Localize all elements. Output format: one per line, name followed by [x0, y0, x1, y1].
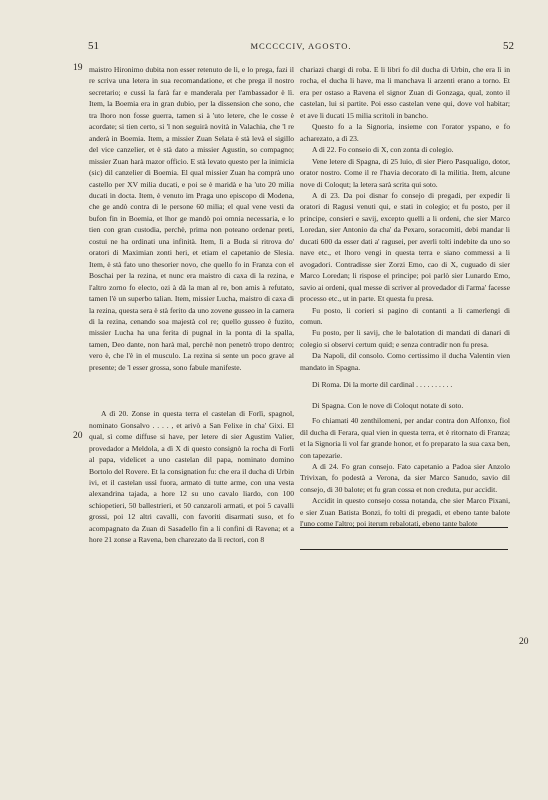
- paragraph: chariazi chargi di roba. E li libri fo dil ducha di Urbin, che era lì in rocha, el ducha li have, ma li manchava li arzenti erano a torno. Et era per ostaso a Ravena el signor Zuan di Gonzaga, qual, zonto il castelan, lui si partite. Poi esso castelan vene qui, dove vol habitar; et ave li ducati 15 milia scritoli in bancho.: [300, 65, 510, 120]
- paragraph: Fo chiamati 40 zenthilomeni, per andar contra don Alfonxo, fiol dil ducha di Ferara, qual vien in questa terra, et è ritornato di Franza; et la Signoria li vol far grande honor, et fo preparato la sua caxa ben, con tapezarie.: [300, 416, 510, 460]
- page-number-left: 51: [88, 40, 99, 52]
- running-header: [88, 40, 514, 56]
- paragraph: A dì 24. Fo gran consejo. Fato capetanio a Padoa sier Anzolo Trivixan, fo podestà a Verona, da sier Marco Sanudo, savio dil consejo, di 30 balote; et fu gran cossa et non creduta, pur accidit.: [300, 461, 510, 494]
- running-title: MCCCCCIV, AGOSTO.: [250, 41, 352, 51]
- paragraph: A dì 20. Zonse in questa terra el castelan di Forlì, spagnol, nominato Gonsalvo . . . . , et arivò a San Felixe in cha' Gixi. El qual, sì come diffuse si have, per letere di sier Agustim Valier, provedador a Meldola, a dì X di questo consignò la rocha di Forlì al papa, videlicet a uno castelan dil papa, nominato domino Bortolo del Rovere. Et la consignation fu: che era il ducha di Urbin ivi, et il castelan ussì fuora, armato di tutte arme, con una vesta alexandrina tajada, a hore 12 su uno cavalo liardo, con 100 schiopetieri, 50 ballestrieri, et 50 canzaroli armati, et poi 5 cavalli grossi, poi 12 altri cavalli, con favoriti disarmati suso, et fo acompagnato da Zuan di Sasadello fin a li confini di Ravena; et a hore 21 zonse a Ravena, ben charezato da li rectori, con 8: [89, 409, 294, 545]
- paragraph: maistro Hironimo dubita non esser retenuto de li, e lo prega, fazi il re scriva una letera in sua recomandatione, et che prega il nostro secretario; e cussì la farà far e manderala per l'ambassador è lì. Item, la Boemia era in gran dubio, per la dissension che sono, che tra lhoro non fosse guerra, tamen si à 'uto letere, che le cosse è acordate; si tien certo, si 'l non seguirà novità in Valachia, che 'l re anderà in Boemia. Item, a missier Zuan Selata è stà levà el sigillo del vice canzelier, et è stà dato a missier Agustin, so compagno; missier Zuan harà mazor officio. E stà levato questo per la inimicia (sic) dil canzelier di Boemia. El qual missier Zuan ha comprà uno castello per XV milia ducati, e poi se è maridà e ha 'uto 20 milia ducati in docta. Item, è venuto im Praga uno episcopo di Modena, che ge andò contra di le persone 60 milia; el qual vene vesti da bufon fin in Boemia, et lhor ge mandò poi omnia necessaria, e lo tien con gran custodia, perchè, prima non poteano ordenar preti, costui ne ha ordinati una infinità. Item, lì a Buda si ritrova do' oratori di Maximian zonti heri, et etiam el capetanio de Slesia. Item, è stà fato uno thesorier novo, che quello fo in Franza con el Boschai per la rezina, et nunc era maistro di caxa di la rezina, e l'altro zorno fo electo, ozi à dà la man al re, bon amis à refutato, tamen l'è un superbo talian. Item, missier Lucha, maistro di caxa di la rezina, questa sera è stà ferito da uno zovene gusseo in la camera di la rezina, cenando soa majestà col re; quello gusseo è fuzito, missier Lucha ha una ferita di pugnal in la ponta di la spalla, tamen, Deo dante, non harà mal, perchè non penetrò tropo dentro; vero è, che l'è in el musculo. La rezina si sente un poco grave al presente; de 'l esser grossa, sono fabule manifeste.: [89, 65, 294, 372]
- right-column: [300, 64, 510, 530]
- paragraph: Accidit in questo consejo cossa notanda, che sier Marco Pixani, e sier Zuan Batista Bonzi, fo tolti di pregadi, et ebeno tante balote l'uno come l'altro; poi iterum rebalotati, ebeno tante balote: [300, 496, 510, 529]
- paragraph: A dì 22. Fo conseio di X, con zonta di colegio.: [312, 145, 454, 155]
- margin-number-left-1: 19: [73, 63, 83, 73]
- paragraph: Di Spagna. Con le nove di Coloqut notate di soto.: [312, 400, 464, 410]
- separator-rule: [300, 549, 508, 550]
- paragraph: Fu posto, per li savij, che le balotation di mandati di danari di colegio si observi certum quid; e senza contradir non fu presa.: [300, 328, 510, 349]
- paragraph: A dì 23. Da poi disnar fo consejo di pregadi, per expedir li oratori di Ragusi venuti qui, e stati in colegio; et fu posto, per il principe, consieri e savij, excepto quelli a li ordeni, che sier Marco Loredan, sier Antonio da cha' da Pexaro, soracomiti, debi mandar li ducati 600 da esser dati a' ragusei, per averli tolti indebite da uno so nave etc., et lhoro vengi in questa terra e siano commessi a li avogadori. Contradisse sier Zorzi Emo, cao di X, cuguado di sier Marco Loredan; li rispose el principe; poi parlò sier Lunardo Emo, savio ai ordeni, qual messe di scriver al provedador di l'arma' facesse processo etc., ut in parte. Et questa fu presa.: [300, 190, 510, 304]
- left-column: [89, 64, 294, 546]
- paragraph: Di Roma. Di la morte dil cardinal . . . . . . . . . .: [312, 380, 453, 390]
- margin-number-left-2: 20: [73, 431, 83, 441]
- paragraph: Vene letere di Spagna, di 25 luio, di sier Piero Pasqualigo, dotor, orator nostro. Come il re l'havia decorato di la militia. Item, alcune nove di Coloqut; la letera sarà scrita qui soto.: [300, 156, 510, 189]
- page-number-right: 52: [503, 40, 514, 52]
- paragraph: Da Napoli, dil consolo. Como certissimo il ducha Valentin vien mandato in Spagna.: [300, 351, 510, 372]
- paragraph: Questo fo a la Signoria, insieme con l'orator yspano, e fo acharezato, a dì 23.: [300, 122, 510, 143]
- paragraph: Fu posto, li corieri si pagino di contanti a li camerlengi di comun.: [300, 305, 510, 326]
- margin-number-right-1: 20: [519, 637, 529, 647]
